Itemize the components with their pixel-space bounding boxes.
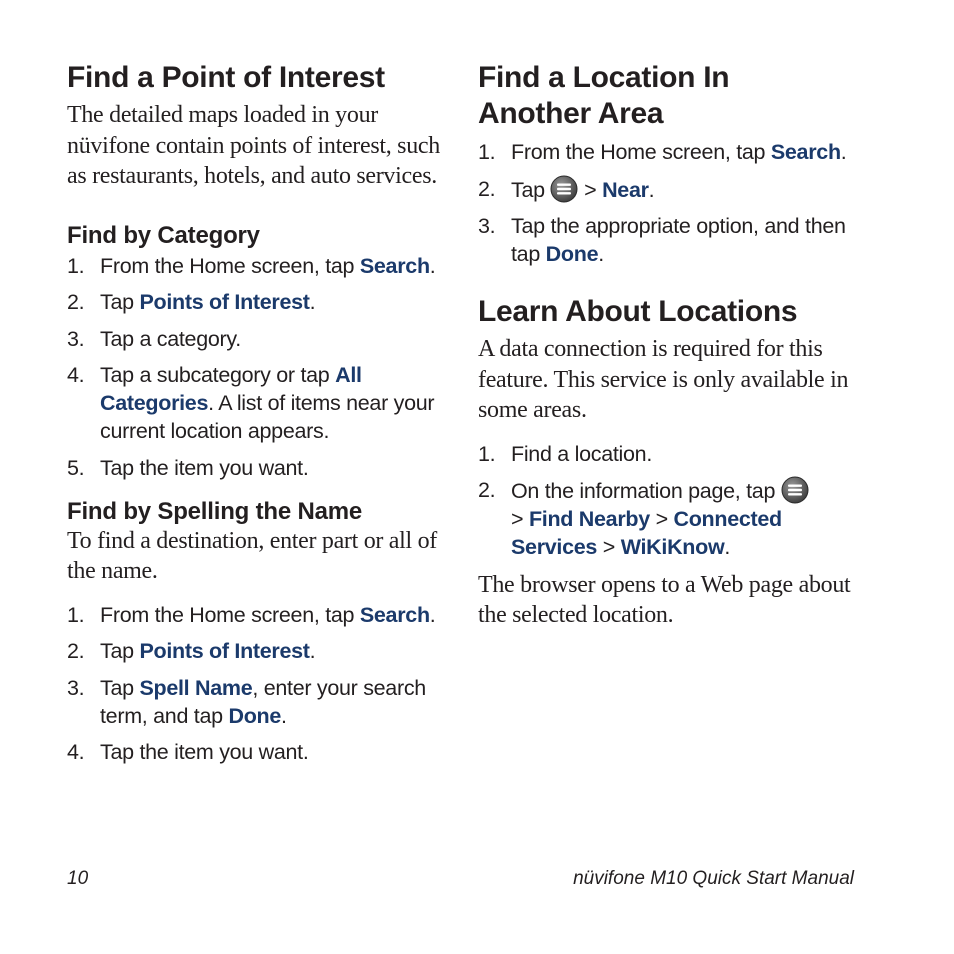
list-item: 1. From the Home screen, tap Search. (67, 253, 436, 278)
list-item: 1. From the Home screen, tap Search. (478, 140, 847, 164)
another-area-steps (478, 138, 868, 268)
right-column (478, 60, 868, 631)
list-item: 2. Tap Points of Interest. (67, 290, 316, 314)
page-number: 10 (67, 868, 89, 889)
list-item: 3. Tap a category. (67, 326, 241, 351)
list-item: 3. Tap the appropriate option, and then tap Done. (478, 214, 846, 266)
list-item: 1. Find a location. (478, 441, 653, 466)
list-item: 1. From the Home screen, tap Search. (67, 602, 436, 627)
manual-title: nüvifone M10 Quick Start Manual (573, 868, 854, 889)
poi-intro: The detailed maps loaded in your nüvifone contain points of interest, such as restaurants, hotels, and auto services. (67, 102, 440, 189)
section-title-another-area: Find a Location In Another Area (478, 61, 730, 130)
left-column (67, 60, 457, 775)
list-item: 3. Tap Spell Name, enter your search term, and tap Done. (67, 675, 426, 728)
spelling-intro: To find a destination, enter part or all of the name. (67, 527, 437, 584)
section-title-find-poi: Find a Point of Interest (67, 61, 385, 94)
menu-icon (550, 175, 578, 203)
list-item: 4. Tap the item you want. (67, 740, 309, 764)
learn-steps (478, 440, 868, 562)
learn-outro: The browser opens to a Web page about the selected location. (478, 571, 851, 628)
menu-icon (781, 476, 809, 504)
list-item: 2. Tap Points of Interest. (67, 639, 316, 663)
list-item: 2. Tap > Near. (478, 176, 655, 202)
section-title-learn: Learn About Locations (478, 295, 798, 328)
learn-intro: A data connection is required for this feature. This service is only available in some areas. (478, 336, 849, 423)
list-item: 2. On the information page, tap > Find Nearby > Connected Services > WiKiKnow. (478, 476, 868, 561)
category-steps (67, 252, 457, 482)
spelling-steps (67, 601, 457, 767)
subsection-title-spelling: Find by Spelling the Name (67, 497, 363, 525)
list-item: 5. Tap the item you want. (67, 455, 309, 480)
list-item: 4. Tap a subcategory or tap All Categories. A list of items near your current location appears. (67, 363, 435, 443)
subsection-title-category: Find by Category (67, 221, 260, 249)
